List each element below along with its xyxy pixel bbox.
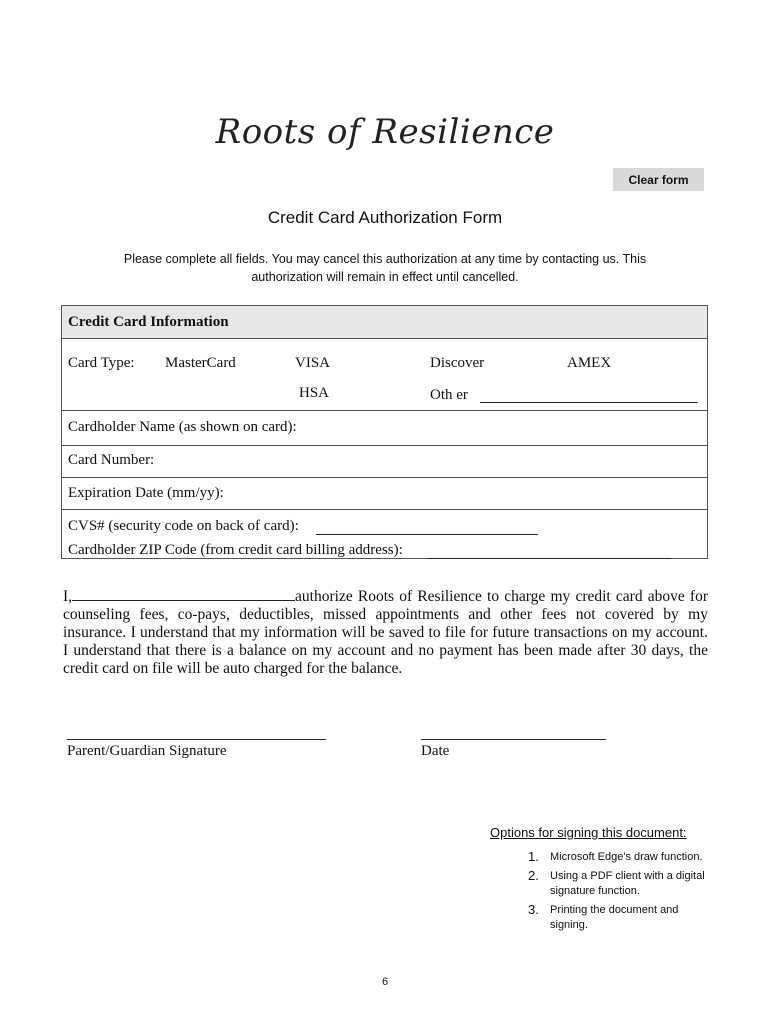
list-item: 2. Using a PDF client with a digital signature function. [528,868,705,897]
form-title: Credit Card Authorization Form [267,208,503,227]
cardholder-name-field[interactable]: Cardholder Name (as shown on card): [68,419,297,435]
date-label: Date [421,743,450,759]
card-type-mastercard[interactable]: MasterCard [165,355,236,371]
expiration-date-field[interactable]: Expiration Date (mm/yy): [68,485,224,501]
list-item: 1. Microsoft Edge's draw function. [528,849,703,864]
card-number-field[interactable]: Card Number: [68,452,155,468]
signature-label: Parent/Guardian Signature [67,743,227,759]
card-type-other[interactable]: Oth er [430,387,468,403]
signing-options-title: Options for signing this document: [490,825,687,840]
card-type-discover[interactable]: Discover [430,355,485,371]
page-number: 6 [381,976,389,988]
row-divider [62,509,707,510]
section-title: Credit Card Information [68,314,229,330]
zip-field[interactable] [427,544,671,559]
other-card-field[interactable] [480,388,698,403]
card-type-label: Card Type: [68,355,135,371]
signature-line[interactable] [67,739,326,740]
org-title: Roots of Resilience [215,112,555,152]
row-divider [62,445,707,446]
card-type-hsa[interactable]: HSA [299,385,330,401]
date-line[interactable] [421,739,606,740]
authorization-prefix: I, [63,588,73,605]
section-header [62,306,707,339]
card-type-amex[interactable]: AMEX [567,355,612,371]
authorization-paragraph [63,587,708,678]
credit-card-section [61,305,708,559]
zip-label: Cardholder ZIP Code (from credit card billing address): [68,542,403,558]
signing-options-list [528,850,708,937]
row-divider [62,410,707,411]
intro-text: Please complete all fields. You may cancel this authorization at any time by contacting us. This authorization will remain in effect until cancelled. [123,252,647,284]
authorizer-name-field[interactable] [72,587,295,601]
row-divider [62,477,707,478]
cvs-label: CVS# (security code on back of card): [68,518,299,534]
clear-form-button[interactable]: Clear form [613,168,704,191]
list-item: 3. Printing the document and signing. [528,902,679,931]
cvs-field[interactable] [316,520,538,535]
card-type-visa[interactable]: VISA [295,355,331,371]
authorization-text: authorize Roots of Resilience to charge my credit card above for counseling fees, co-pays, deductibles, missed appointments and other fees not covered by my insurance. I understand that my information will be saved to file for future transactions on my account. I understand that there is a balance on my account and no payment has been made after 30 days, the credit card on file will be auto charged for the balance. [63,588,708,677]
